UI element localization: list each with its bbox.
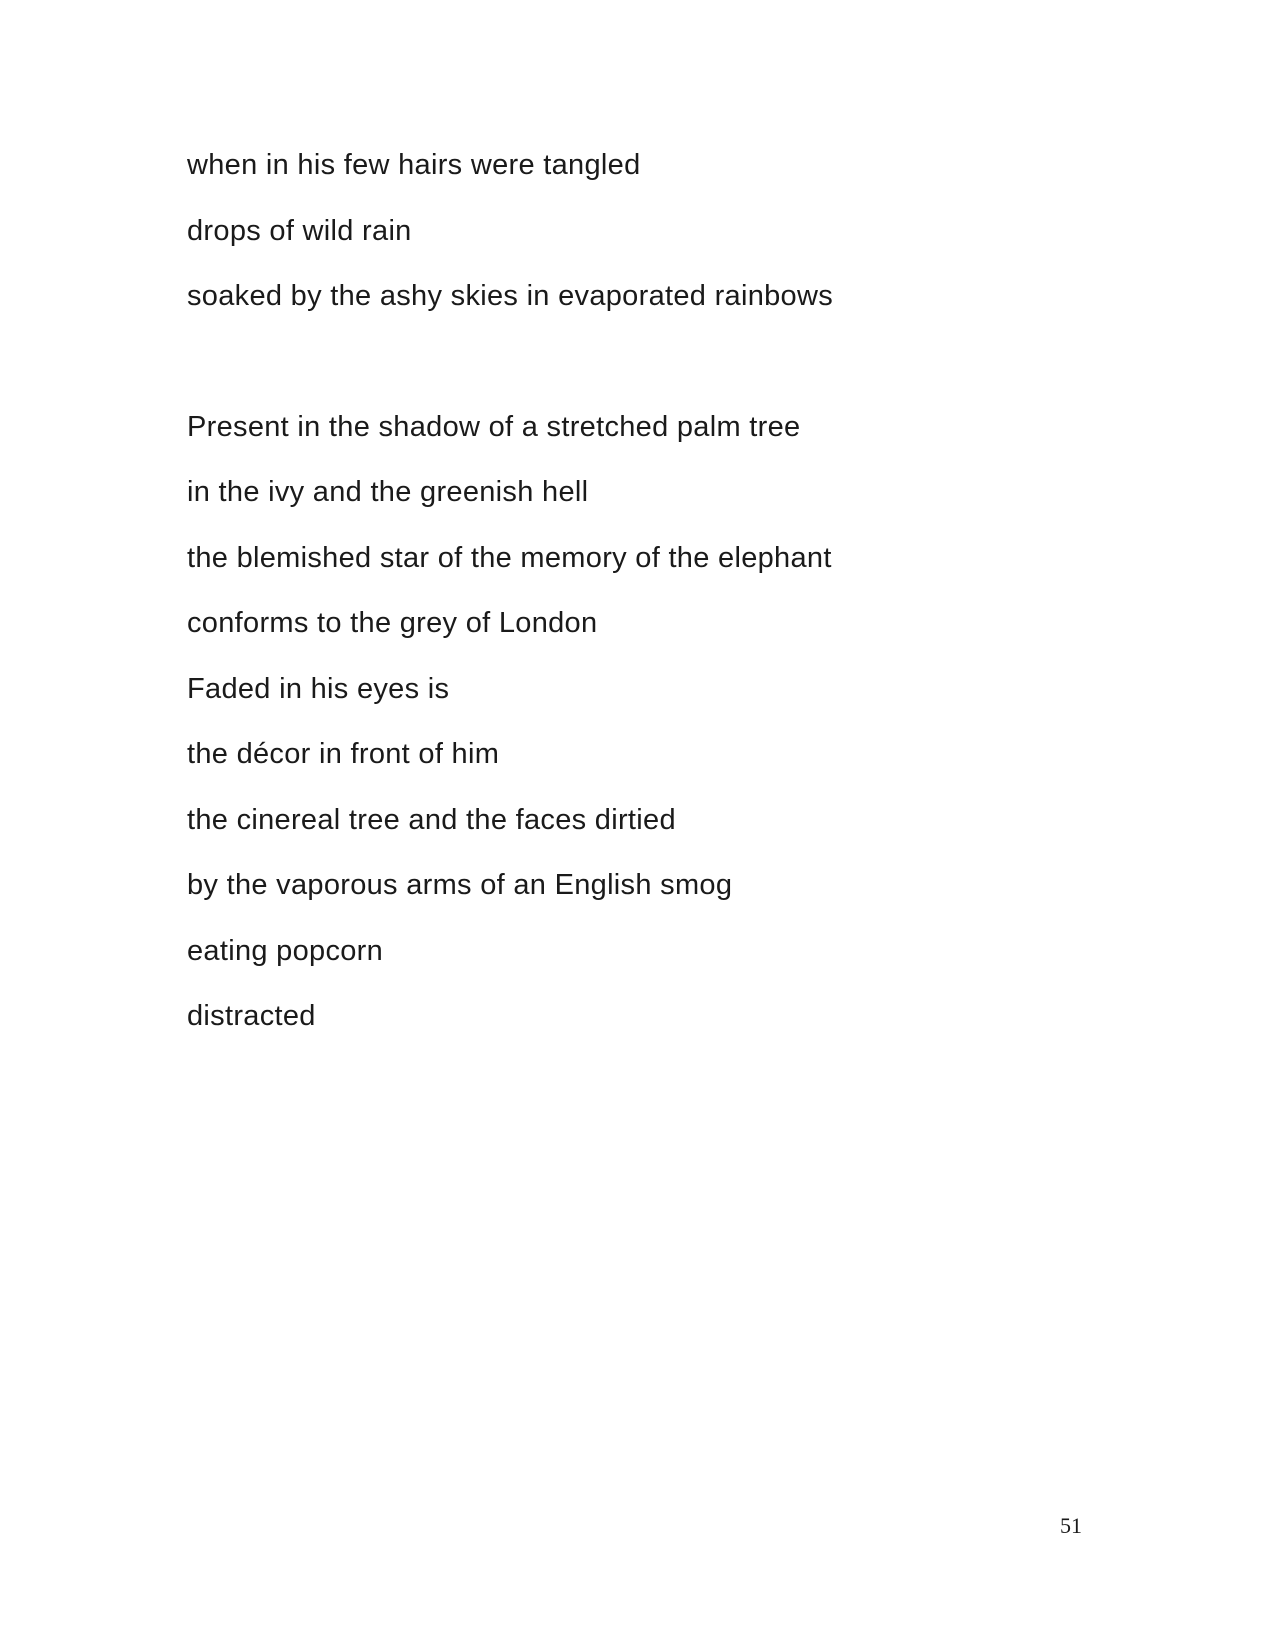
poem-line: the décor in front of him [187,738,500,770]
poem-line: conforms to the grey of London [187,607,598,639]
poem-line: in the ivy and the greenish hell [187,476,589,508]
poem-line: drops of wild rain [187,214,412,247]
poem-line: by the vaporous arms of an English smog [187,869,733,901]
poem-line: the cinereal tree and the faces dirtied [187,803,676,836]
stanza-break [187,345,1087,410]
poem-line: Present in the shadow of a stretched palm tree [187,410,801,443]
stanza-2 [187,410,1087,1065]
poem-line: distracted [187,1000,316,1032]
poem-line: Faded in his eyes is [187,672,450,705]
poem-line: soaked by the ashy skies in evaporated rainbows [187,280,834,312]
poem-line: the blemished star of the memory of the elephant [187,541,832,574]
poem-body [187,148,1087,1065]
stanza-1 [187,148,1087,345]
poem-line: eating popcorn [187,934,384,967]
poem-line: when in his few hairs were tangled [187,149,641,181]
page-number: 51 [1060,1513,1082,1538]
